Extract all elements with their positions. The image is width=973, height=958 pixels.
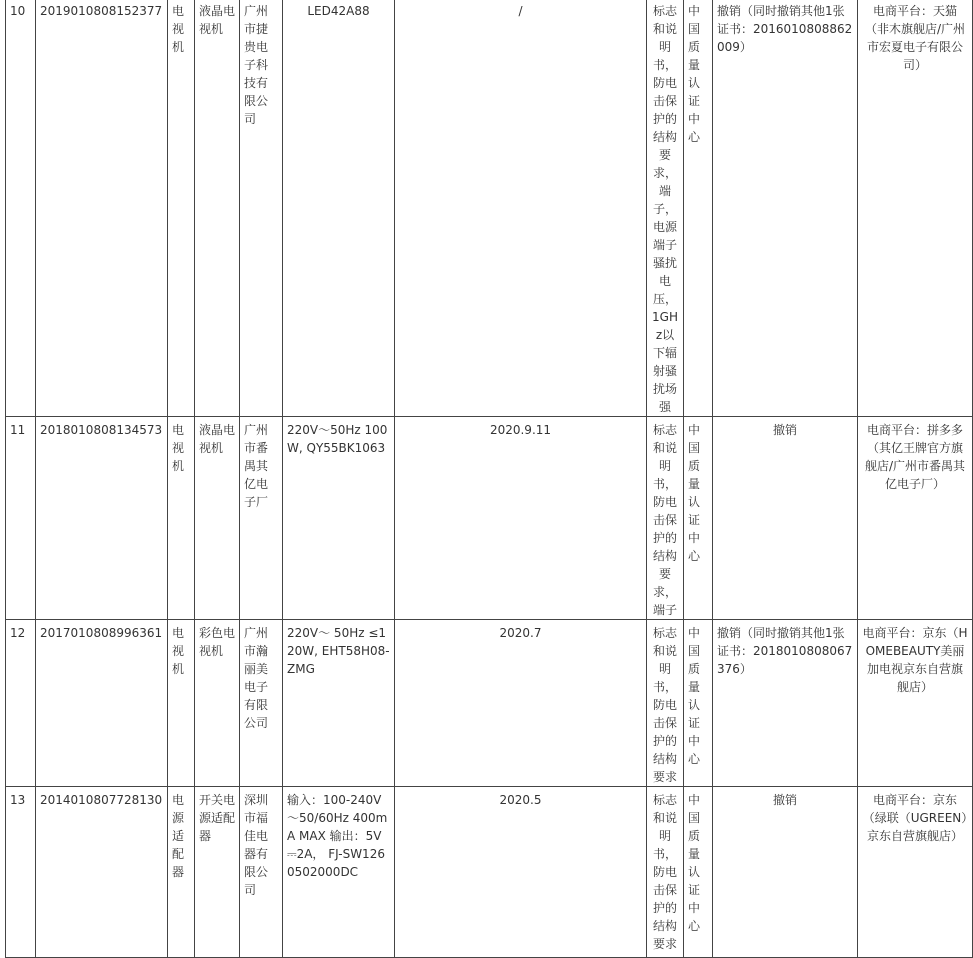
nonconforming-items: 标志和说明书，防电击保护的结构要求 <box>647 620 684 787</box>
row-number: 11 <box>6 417 36 620</box>
product-name: 彩色电视机 <box>195 620 240 787</box>
production-date: 2020.9.11 <box>395 417 647 620</box>
table-row <box>6 620 973 787</box>
certificate-number: 2014010807728130 <box>36 787 168 958</box>
table-row <box>6 0 973 417</box>
company-name: 深圳市福佳电器有限公司 <box>240 787 283 958</box>
company-name: 广州市瀚丽美电子有限公司 <box>240 620 283 787</box>
product-category: 电视机 <box>168 620 195 787</box>
certification-body: 中国质量认证中心 <box>684 417 713 620</box>
product-name: 液晶电视机 <box>195 0 240 417</box>
certification-body: 中国质量认证中心 <box>684 620 713 787</box>
product-name: 开关电源适配器 <box>195 787 240 958</box>
sales-platform: 电商平台：天猫（非木旗舰店/广州市宏夏电子有限公司） <box>858 0 973 417</box>
nonconforming-items: 标志和说明书，防电击保护的结构要求 <box>647 787 684 958</box>
sales-platform: 电商平台：京东（绿联（UGREEN）京东自营旗舰店） <box>858 787 973 958</box>
row-number: 10 <box>6 0 36 417</box>
certification-body: 中国质量认证中心 <box>684 787 713 958</box>
certificate-number: 2019010808152377 <box>36 0 168 417</box>
row-number: 13 <box>6 787 36 958</box>
table-row <box>6 787 973 958</box>
sales-platform: 电商平台：拼多多（其亿王牌官方旗舰店/广州市番禺其亿电子厂） <box>858 417 973 620</box>
product-category: 电视机 <box>168 417 195 620</box>
model-spec: LED42A88 <box>283 0 395 417</box>
model-spec: 220V～50Hz 100W, QY55BK1063 <box>283 417 395 620</box>
handling-action: 撤销（同时撤销其他1张证书：2016010808862009） <box>713 0 858 417</box>
certificate-number: 2018010808134573 <box>36 417 168 620</box>
certification-body: 中国质量认证中心 <box>684 0 713 417</box>
company-name: 广州市番禺其亿电子厂 <box>240 417 283 620</box>
row-number: 12 <box>6 620 36 787</box>
production-date: 2020.7 <box>395 620 647 787</box>
product-category: 电源适配器 <box>168 787 195 958</box>
handling-action: 撤销（同时撤销其他1张证书：2018010808067376） <box>713 620 858 787</box>
nonconforming-items: 标志和说明书，防电击保护的结构要求，端子 <box>647 417 684 620</box>
company-name: 广州市捷贵电子科技有限公司 <box>240 0 283 417</box>
product-category: 电视机 <box>168 0 195 417</box>
model-spec: 220V～ 50Hz ≤120W, EHT58H08-ZMG <box>283 620 395 787</box>
nonconforming-items: 标志和说明书，防电击保护的结构要求，端子，电源端子骚扰电压，1GHz以下辐射骚扰场强 <box>647 0 684 417</box>
production-date: 2020.5 <box>395 787 647 958</box>
product-name: 液晶电视机 <box>195 417 240 620</box>
production-date: / <box>395 0 647 417</box>
handling-action: 撤销 <box>713 787 858 958</box>
certificate-number: 2017010808996361 <box>36 620 168 787</box>
table-row <box>6 417 973 620</box>
handling-action: 撤销 <box>713 417 858 620</box>
recall-table <box>5 0 973 958</box>
sales-platform: 电商平台：京东（HOMEBEAUTY美丽加电视京东自营旗舰店） <box>858 620 973 787</box>
model-spec: 输入：100-240V～50/60Hz 400mA MAX 输出：5V⎓2A， FJ-SW1260502000DC <box>283 787 395 958</box>
